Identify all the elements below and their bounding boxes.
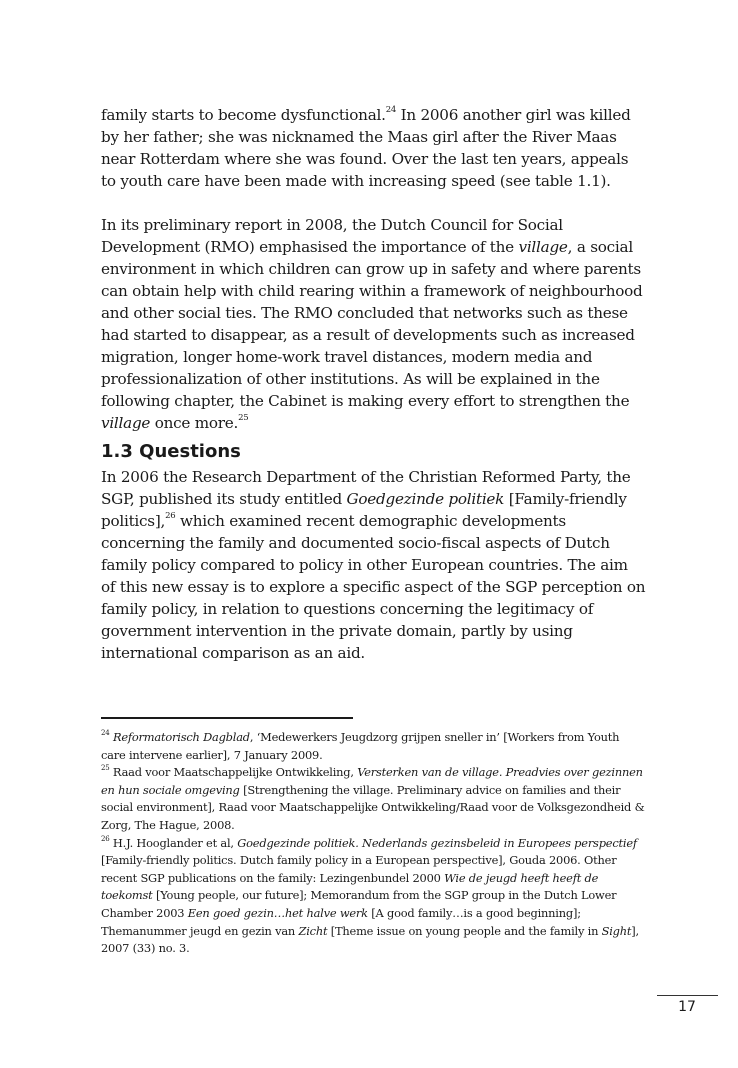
footnote-ref-26[interactable]: 26 [165, 510, 176, 521]
body-paragraph-1: family starts to become dysfunctional.$^{24}$ In 2006 another girl was killed by her father; she was nicknamed the Maas girl after the River Maas near Rotterdam where she was found. Over the last ten years, appeals to youth care have been made with increasing speed (see table 1.1). [101, 104, 631, 190]
footnotes [101, 729, 646, 958]
page-number: 17 [678, 999, 696, 1015]
section-heading: 1.3 Questions [101, 441, 241, 462]
body-paragraph-3: In 2006 the Research Department of the Christian Reformed Party, the SGP, published its study entitled Goedgezinde politiek [Family-friendly politics],$^{26}$ which examined recent demographic developments concerning the family and documented socio-fiscal aspects of Dutch family policy compared to policy in other European countries. The aim of this new essay is to explore a specific aspect of the SGP perception on family policy, in relation to questions concerning the legitimacy of government intervention in the private domain, partly by using international comparison as an aid. [101, 468, 646, 662]
footnote-ref-25[interactable]: 25 [238, 412, 249, 423]
body-paragraph-2: In its preliminary report in 2008, the Dutch Council for Social Development (RMO) emphasised the importance of the village, a social environment in which children can grow up in safety and where parents can obtain help with child rearing within a framework of neighbourhood and other social ties. The RMO concluded that networks such as these had started to disappear, as a result of developments such as increased migration, longer home-work travel distances, modern media and professionalization of other institutions. As will be explained in the following chapter, the Cabinet is making every effort to strengthen the village once more.$^{25}$ [101, 216, 643, 432]
footnote-25: $^{25}$ Raad voor Maatschappelijke Ontwikkeling, Versterken van de village. Preadvies over gezinnen en hun sociale omgeving [Strengthening the village. Preliminary advice on families and their social environment], Raad voor Maatschappelijke Ontwikkeling/Raad voor de Volksgezondheid & Zorg, The Hague, 2008. [101, 764, 645, 832]
page-number-rule [657, 995, 718, 996]
footnote-26: $^{26}$ H.J. Hooglander et al, Goedgezinde politiek. Nederlands gezinsbeleid in Europees perspectief [Family-friendly politics. Dutch family policy in a European perspective], Gouda 2006. Other recent SGP publications on the family: Lezingenbundel 2000 Wie de jeugd heeft heeft de toekomst [Young people, our future]; Memorandum from the SGP group in the Dutch Lower Chamber 2003 Een goed gezin…het halve werk [A good family…is a good beginning]; Themanummer jeugd en gezin van Zicht [Theme issue on young people and the family in Sight], 2007 (33) no. 3. [101, 834, 639, 956]
footnote-24: $^{24}$ Reformatorisch Dagblad, ‘Medewerkers Jeugdzorg grijpen sneller in’ [Workers from Youth care intervene earlier], 7 January 2009. [101, 729, 620, 762]
footnote-ref-24[interactable]: 24 [385, 104, 397, 115]
footnote-separator [101, 717, 353, 719]
